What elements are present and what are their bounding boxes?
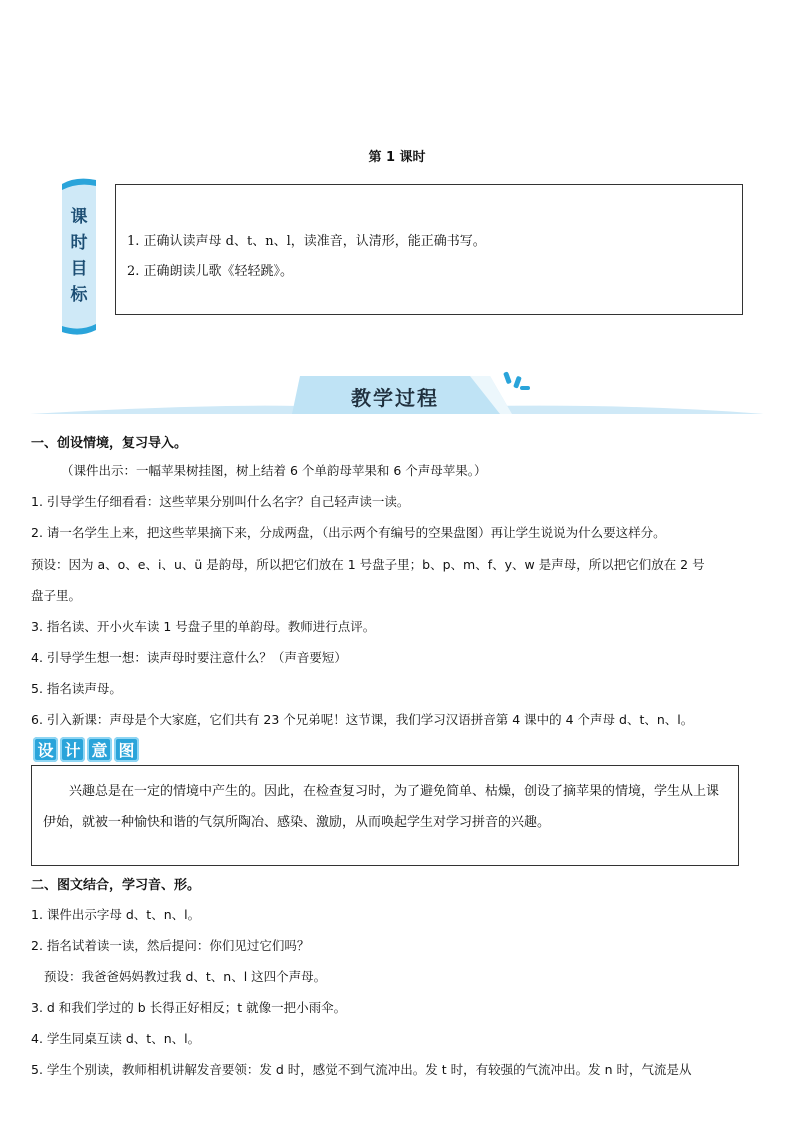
paragraph: 预设：我爸爸妈妈教过我 d、t、n、l 这四个声母。 bbox=[44, 969, 327, 984]
goals-tab bbox=[56, 176, 102, 338]
section-heading: 二、图文结合，学习音、形。 bbox=[31, 878, 201, 893]
paragraph: 4. 引导学生想一想：读声母时要注意什么？（声音要短） bbox=[31, 650, 347, 665]
paragraph: （课件出示：一幅苹果树挂图，树上结着 6 个单韵母苹果和 6 个声母苹果。） bbox=[61, 463, 487, 478]
goal-item: 2. 正确朗读儿歌《轻轻跳》。 bbox=[127, 264, 294, 279]
section-heading: 一、创设情境，复习导入。 bbox=[31, 436, 188, 451]
paragraph: 1. 引导学生仔细看看：这些苹果分别叫什么名字？自己轻声读一读。 bbox=[31, 494, 410, 509]
paragraph: 盘子里。 bbox=[31, 588, 82, 603]
paragraph: 2. 指名试着读一读，然后提问：你们见过它们吗？ bbox=[31, 938, 310, 953]
paragraph: 预设：因为 a、o、e、i、u、ü 是韵母，所以把它们放在 1 号盘子里；b、p、m、f、y、w 是声母，所以把它们放在 2 号 bbox=[31, 557, 705, 572]
design-label-char: 计 bbox=[60, 737, 85, 762]
goals-tab-char: 时 bbox=[70, 233, 88, 253]
paragraph: 6. 引入新课：声母是个大家庭，它们共有 23 个兄弟呢！这节课，我们学习汉语拼音第 4 课中的 4 个声母 d、t、n、l。 bbox=[31, 712, 694, 727]
design-intent-label bbox=[33, 737, 139, 763]
paragraph: 2. 请一名学生上来，把这些苹果摘下来，分成两盘，（出示两个有编号的空果盘图）再让学生说说为什么要这样分。 bbox=[31, 525, 666, 540]
paragraph: 3. 指名读、开小火车读 1 号盘子里的单韵母。教师进行点评。 bbox=[31, 619, 376, 634]
design-label-char: 意 bbox=[87, 737, 112, 762]
goals-box bbox=[115, 184, 743, 315]
banner-title: 教学过程 bbox=[351, 386, 439, 410]
paragraph: 1. 课件出示字母 d、t、n、l。 bbox=[31, 907, 201, 922]
design-intent-box bbox=[31, 765, 739, 866]
paragraph: 5. 学生个别读，教师相机讲解发音要领：发 d 时，感觉不到气流冲出。发 t 时，有较强的气流冲出。发 n 时，气流是从 bbox=[31, 1062, 692, 1077]
goals-tab-char: 目 bbox=[70, 259, 88, 279]
lesson-title: 第 1 课时 bbox=[368, 150, 426, 165]
goals-tab-char: 标 bbox=[70, 285, 88, 305]
design-intent-text: 兴趣总是在一定的情境中产生的。因此，在检查复习时，为了避免简单、枯燥，创设了摘苹果的情境，学生从上课伊始，就被一种愉快和谐的气氛所陶冶、感染、激励，从而唤起学生对学习拼音的兴趣。 bbox=[43, 784, 720, 830]
design-label-char: 设 bbox=[33, 737, 58, 762]
goals-tab-char: 课 bbox=[70, 207, 88, 227]
design-label-char: 图 bbox=[114, 737, 139, 762]
paragraph: 3. d 和我们学过的 b 长得正好相反；t 就像一把小雨伞。 bbox=[31, 1000, 347, 1015]
paragraph: 4. 学生同桌互读 d、t、n、l。 bbox=[31, 1031, 201, 1046]
goal-item: 1. 正确认读声母 d、t、n、l，读准音，认清形，能正确书写。 bbox=[127, 234, 486, 249]
paragraph: 5. 指名读声母。 bbox=[31, 681, 122, 696]
